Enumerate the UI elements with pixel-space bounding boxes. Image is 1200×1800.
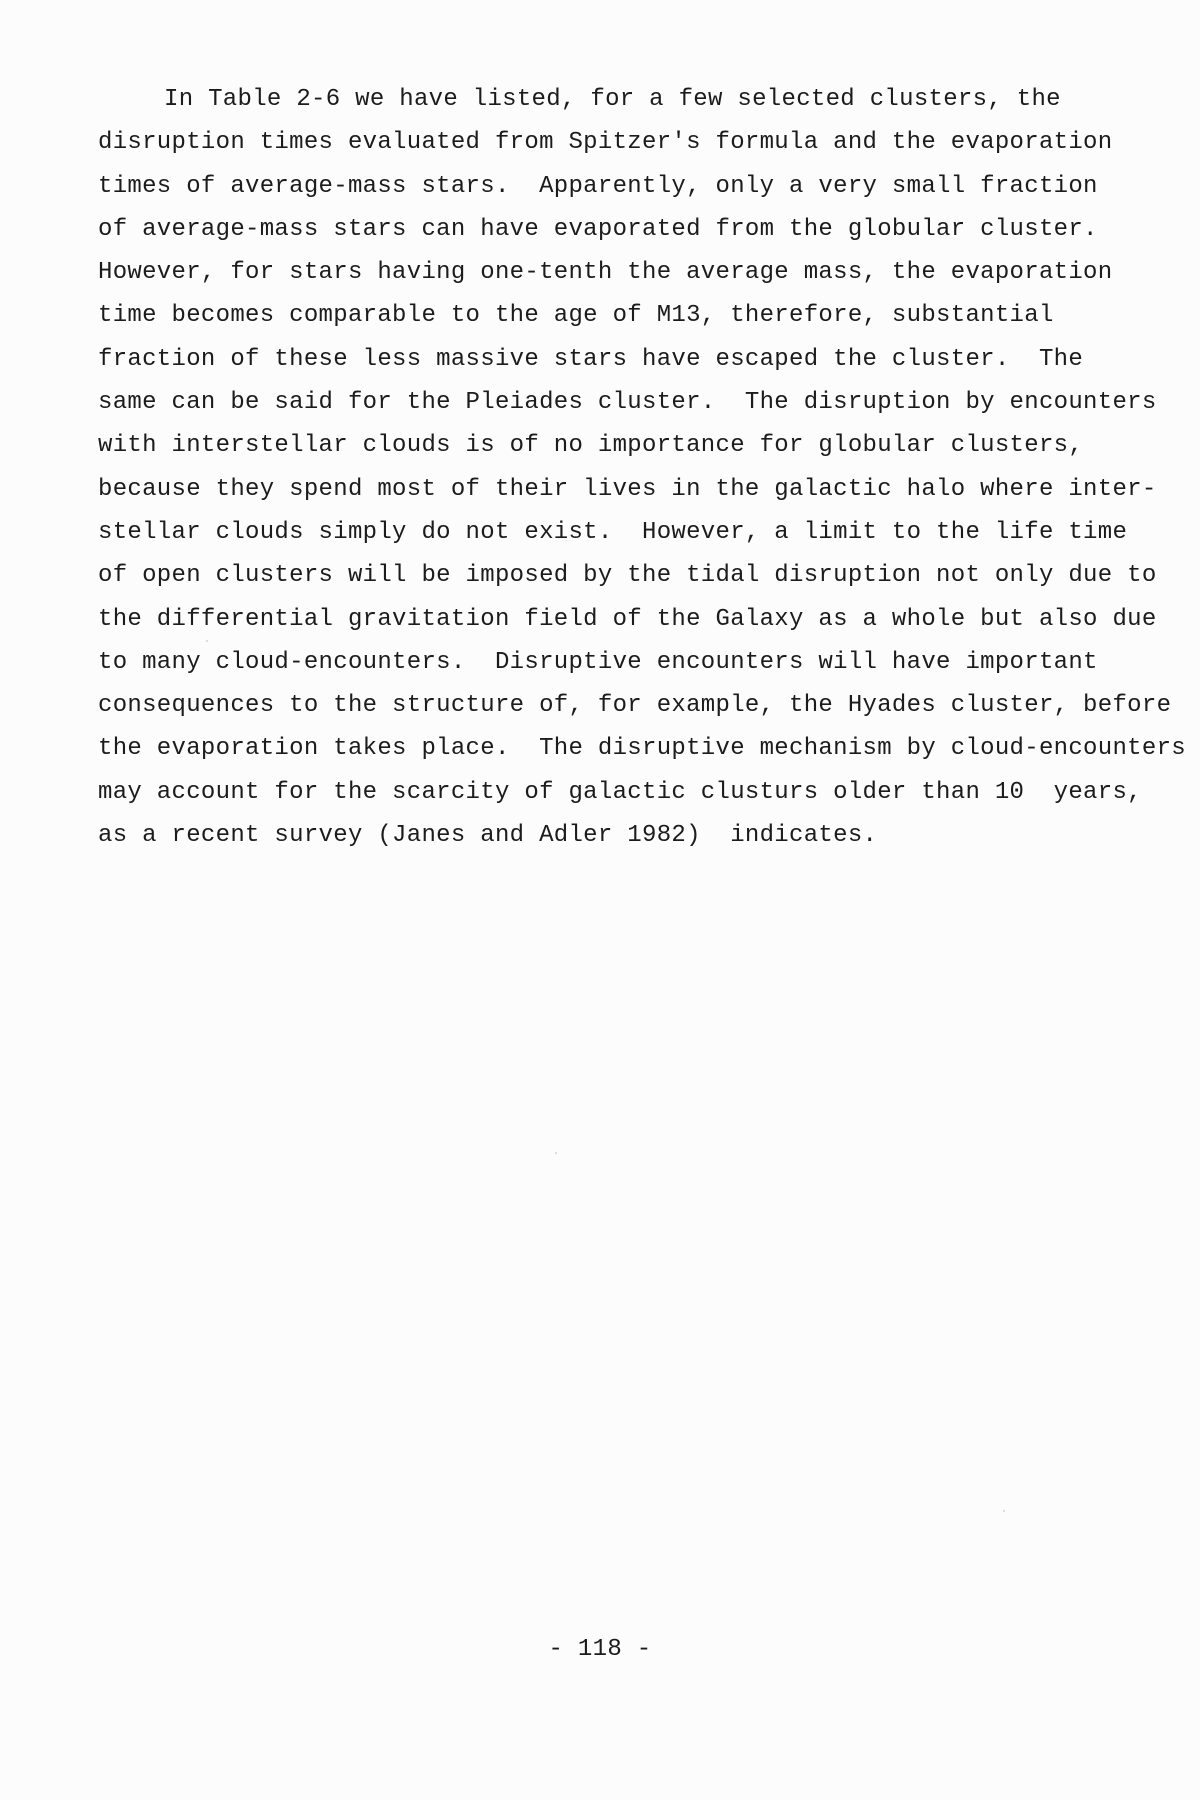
text-line: the differential gravitation field of the Galaxy as a whole but also due: [98, 605, 1157, 633]
text-line: consequences to the structure of, for example, the Hyades cluster, before: [98, 692, 1172, 720]
text-line: with interstellar clouds is of no importance for globular clusters,: [98, 432, 1084, 460]
text-line: of average-mass stars can have evaporated from the globular cluster.: [98, 215, 1098, 243]
scan-speck: [1003, 1510, 1005, 1512]
text-line: times of average-mass stars. Apparently, only a very small fraction: [98, 172, 1098, 200]
text-line: fraction of these less massive stars have escaped the cluster. The: [98, 345, 1084, 373]
text-line: However, for stars having one-tenth the average mass, the evaporation: [98, 259, 1113, 287]
text-line: as a recent survey (Janes and Adler 1982) indicates.: [98, 822, 878, 850]
text-line: In Table 2-6 we have listed, for a few selected clusters, the: [164, 86, 1061, 113]
text-line: because they spend most of their lives in the galactic halo where inter-: [98, 475, 1157, 503]
text-line: of open clusters will be imposed by the tidal disruption not only due to: [98, 562, 1157, 590]
text-line: time becomes comparable to the age of M13, therefore, substantial: [98, 302, 1054, 330]
scan-speck: [555, 1152, 557, 1154]
scan-speck: [206, 640, 208, 642]
page-number: - 118 -: [548, 1636, 652, 1663]
text-line: the evaporation takes place. The disruptive mechanism by cloud-encounters: [98, 735, 1186, 763]
text-line: disruption times evaluated from Spitzer's formula and the evaporation: [98, 129, 1113, 157]
text-line: same can be said for the Pleiades cluster. The disruption by encounters: [98, 389, 1157, 417]
text-line: to many cloud-encounters. Disruptive encounters will have important: [98, 648, 1098, 676]
body-paragraph: [98, 78, 1186, 857]
text-line: may account for the scarcity of galactic clusturs older than 10 years,: [98, 778, 1142, 806]
text-line: stellar clouds simply do not exist. However, a limit to the life time: [98, 518, 1128, 546]
